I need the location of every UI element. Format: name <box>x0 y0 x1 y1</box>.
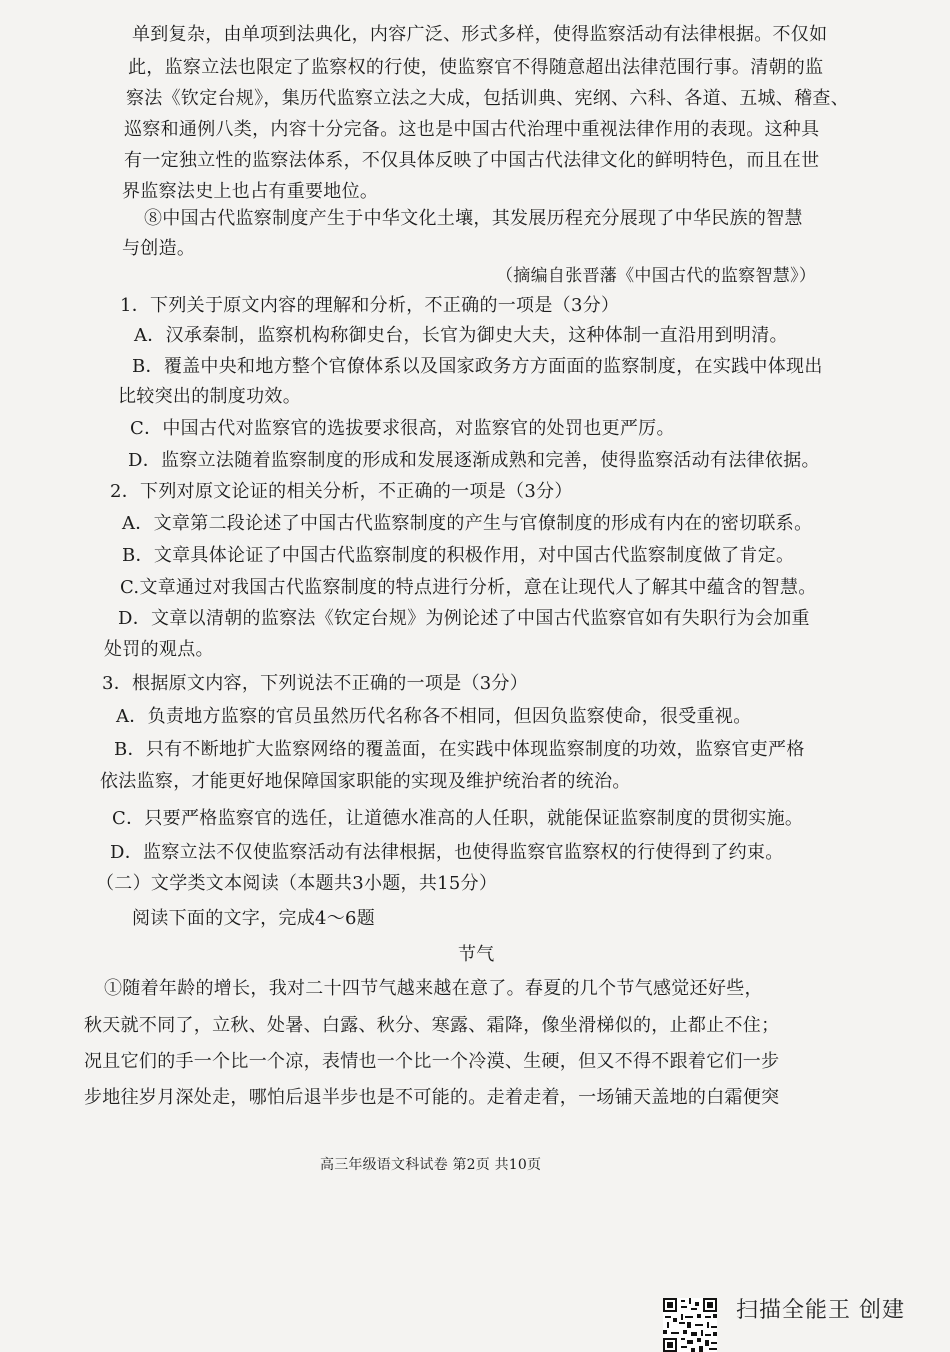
passage-line: 与创造。 <box>122 238 196 259</box>
section-heading: （二）文学类文本阅读（本题共3小题，共15分） <box>96 873 498 894</box>
question-2-option-d: D．文章以清朝的监察法《钦定台规》为例论述了中国古代监察官如有失职行为会加重 <box>118 608 810 629</box>
question-3-stem: 3．根据原文内容，下列说法不正确的一项是（3分） <box>102 673 529 694</box>
essay-line: ①随着年龄的增长，我对二十四节气越来越在意了。春夏的几个节气感觉还好些， <box>104 978 763 999</box>
question-2-option-c: C.文章通过对我国古代监察制度的特点进行分析，意在让现代人了解其中蕴含的智慧。 <box>120 577 817 598</box>
question-1-stem: 1．下列关于原文内容的理解和分析，不正确的一项是（3分） <box>120 295 620 316</box>
passage-line: ⑧中国古代监察制度产生于中华文化土壤，其发展历程充分展现了中华民族的智慧 <box>144 208 803 229</box>
passage-line: 有一定独立性的监察法体系，不仅具体反映了中国古代法律文化的鲜明特色，而且在世 <box>124 150 820 171</box>
question-2-option-b: B．文章具体论证了中国古代监察制度的积极作用，对中国古代监察制度做了肯定。 <box>122 545 795 566</box>
question-1-option-c: C．中国古代对监察官的选拔要求很高，对监察官的处罚也更严厉。 <box>130 418 675 439</box>
passage-line: 此，监察立法也限定了监察权的行使，使监察官不得随意超出法律范围行事。清朝的监 <box>128 57 824 78</box>
question-2-stem: 2．下列对原文论证的相关分析，不正确的一项是（3分） <box>110 481 573 502</box>
passage-line: 察法《钦定台规》，集历代监察立法之大成，包括训典、宪纲、六科、各道、五城、稽查、 <box>126 88 849 109</box>
question-3-option-b-cont: 依法监察，才能更好地保障国家职能的实现及维护统治者的统治。 <box>100 771 631 792</box>
essay-line: 步地往岁月深处走，哪怕后退半步也是不可能的。走着走着，一场铺天盖地的白霜便突 <box>84 1087 780 1108</box>
qr-code-icon <box>663 1298 717 1352</box>
essay-line: 秋天就不同了，立秋、处暑、白露、秋分、寒露、霜降，像坐滑梯似的，止都止不住； <box>84 1015 780 1036</box>
question-3-option-d: D．监察立法不仅使监察活动有法律根据，也使得监察官监察权的行使得到了约束。 <box>110 842 784 863</box>
passage-source: （摘编自张晋藩《中国古代的监察智慧》） <box>496 266 817 286</box>
essay-title: 节气 <box>458 944 495 965</box>
question-2-option-a: A．文章第二段论述了中国古代监察制度的产生与官僚制度的形成有内在的密切联系。 <box>122 513 813 534</box>
scanner-watermark: 扫描全能王 创建 <box>736 1298 905 1323</box>
question-3-option-b: B．只有不断地扩大监察网络的覆盖面，在实践中体现监察制度的功效，监察官吏严格 <box>114 739 805 760</box>
section-instruction: 阅读下面的文字，完成4～6题 <box>132 908 376 929</box>
question-1-option-b-cont: 比较突出的制度功效。 <box>118 386 301 407</box>
question-1-option-d: D．监察立法随着监察制度的形成和发展逐渐成熟和完善，使得监察活动有法律依据。 <box>128 450 820 471</box>
question-2-option-d-cont: 处罚的观点。 <box>104 639 214 660</box>
page-footer: 高三年级语文科试卷 第2页 共10页 <box>320 1157 542 1173</box>
question-1-option-b: B．覆盖中央和地方整个官僚体系以及国家政务方方面面的监察制度，在实践中体现出 <box>132 356 823 377</box>
question-3-option-a: A．负责地方监察的官员虽然历代名称各不相同，但因负监察使命，很受重视。 <box>116 706 752 727</box>
essay-line: 况且它们的手一个比一个凉，表情也一个比一个冷漠、生硬，但又不得不跟着它们一步 <box>84 1051 780 1072</box>
question-3-option-c: C．只要严格监察官的选任，让道德水准高的人任职，就能保证监察制度的贯彻实施。 <box>112 808 804 829</box>
passage-line: 界监察法史上也占有重要地位。 <box>122 181 379 202</box>
passage-line: 巡察和通例八类，内容十分完备。这也是中国古代治理中重视法律作用的表现。这种具 <box>124 119 820 140</box>
passage-line: 单到复杂，由单项到法典化，内容广泛、形式多样，使得监察活动有法律根据。不仅如 <box>132 24 828 45</box>
question-1-option-a: A．汉承秦制，监察机构称御史台，长官为御史大夫，这种体制一直沿用到明清。 <box>134 325 788 346</box>
